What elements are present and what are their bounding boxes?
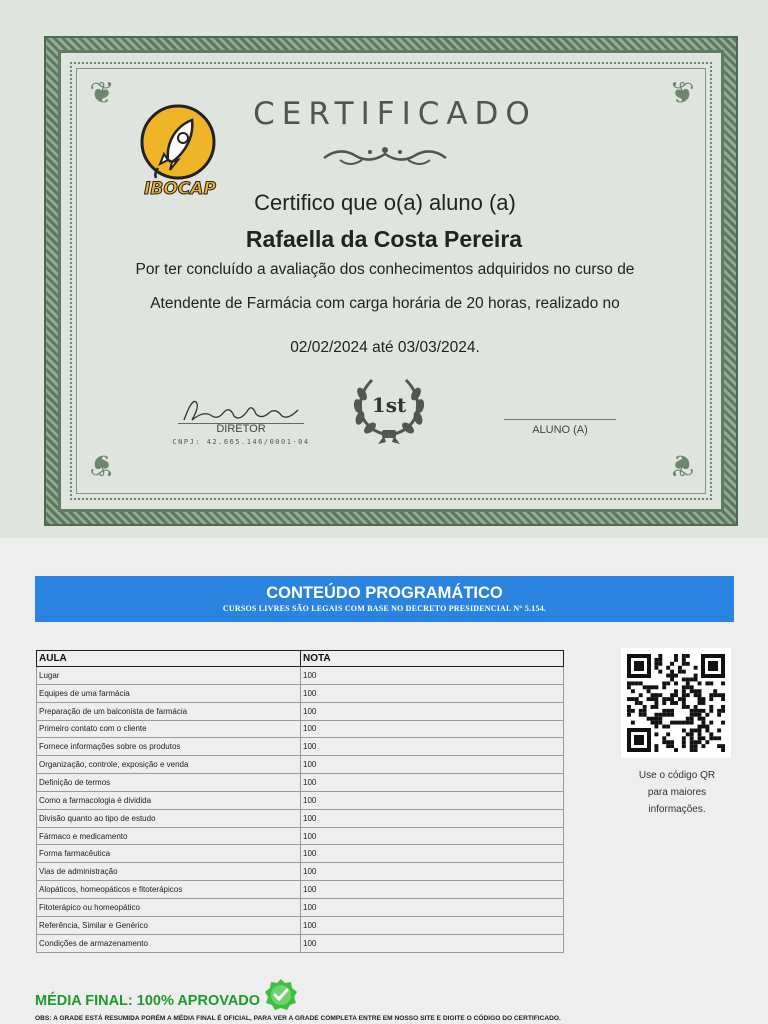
aula-cell: Organização, controle, exposição e venda	[37, 756, 301, 774]
table-row	[37, 827, 564, 845]
aula-cell: Fármaco e medicamento	[37, 827, 301, 845]
table-row	[37, 916, 564, 934]
aula-cell: Primeiro contato com o cliente	[37, 720, 301, 738]
certificate-intro: Certifico que o(a) aluno (a)	[254, 190, 516, 215]
program-title: CONTEÚDO PROGRAMÁTICO	[266, 584, 503, 602]
nota-cell: 100	[301, 791, 564, 809]
nota-cell: 100	[301, 774, 564, 792]
certificate-line-1: Por ter concluído a avaliação dos conhecimentos adquiridos no curso de	[135, 261, 635, 278]
director-label: DIRETOR	[216, 423, 266, 435]
corner-flourish-icon: ❦	[669, 447, 695, 482]
program-page	[0, 546, 768, 1024]
aula-cell: Forma farmacêutica	[37, 845, 301, 863]
certificate-dates: 02/02/2024 até 03/03/2024.	[290, 339, 480, 356]
table-row	[37, 791, 564, 809]
corner-flourish-icon: ❦	[669, 76, 695, 111]
nota-cell: 100	[301, 720, 564, 738]
table-row	[37, 720, 564, 738]
cnpj-text: CNPJ: 42.665.146/0001-04	[172, 438, 310, 446]
nota-cell: 100	[301, 684, 564, 702]
program-subtitle: CURSOS LIVRES SÃO LEGAIS COM BASE NO DECRETO PRESIDENCIAL N° 5.154.	[222, 604, 547, 613]
qr-caption-line: informações.	[648, 804, 706, 815]
table-row	[37, 667, 564, 685]
signature-icon	[178, 392, 304, 426]
nota-cell: 100	[301, 738, 564, 756]
laurel-medal-icon	[348, 372, 430, 444]
table-row	[37, 845, 564, 863]
aula-cell: Condições de armazenamento	[37, 934, 301, 952]
table-row	[37, 863, 564, 881]
nota-cell: 100	[301, 845, 564, 863]
aula-cell: Vias de administração	[37, 863, 301, 881]
nota-cell: 100	[301, 863, 564, 881]
table-header-row	[37, 651, 564, 667]
table-row	[37, 756, 564, 774]
student-name: Rafaella da Costa Pereira	[245, 226, 523, 252]
aula-cell: Definição de termos	[37, 774, 301, 792]
aula-cell: Referência, Similar e Genérico	[37, 916, 301, 934]
nota-cell: 100	[301, 898, 564, 916]
aula-cell: Equipes de uma farmácia	[37, 684, 301, 702]
qr-caption-line: Use o código QR	[638, 770, 716, 781]
corner-flourish-icon: ❦	[89, 76, 115, 111]
column-header-nota: NOTA	[301, 651, 564, 667]
student-label: ALUNO (A)	[532, 424, 588, 436]
aula-cell: Fitoterápico ou homeopático	[37, 898, 301, 916]
corner-flourish-icon: ❦	[89, 447, 115, 482]
nota-cell: 100	[301, 756, 564, 774]
certificate-line-2: Atendente de Farmácia com carga horária de 20 horas, realizado no	[150, 295, 620, 312]
table-row	[37, 934, 564, 952]
nota-cell: 100	[301, 934, 564, 952]
final-grade: MÉDIA FINAL: 100% APROVADO	[35, 993, 261, 1009]
table-row	[37, 738, 564, 756]
qr-caption-line: para maiores	[647, 787, 707, 798]
aula-cell: Fornece informações sobre os produtos	[37, 738, 301, 756]
nota-cell: 100	[301, 667, 564, 685]
aula-cell: Como a farmacologia é dividida	[37, 791, 301, 809]
certificate-title: CERTIFICADO	[253, 96, 537, 132]
program-banner	[35, 576, 734, 622]
logo-text: IBOCAP	[144, 179, 216, 199]
aula-cell: Alopáticos, homeopáticos e fitoterápicos	[37, 881, 301, 899]
table-row	[37, 774, 564, 792]
nota-cell: 100	[301, 881, 564, 899]
qr-code-icon[interactable]	[621, 648, 731, 758]
table-row	[37, 881, 564, 899]
nota-cell: 100	[301, 827, 564, 845]
medal-text: 1st	[371, 393, 407, 417]
table-row	[37, 898, 564, 916]
observation-note: OBS: A GRADE ESTÁ RESUMIDA PORÉM A MÉDIA FINAL É OFICIAL, PARA VER A GRADE COMPLETA ENTRE EM NOSSO SITE E DIGITE O CÓDIGO DO CERTIFICADO.	[35, 1015, 561, 1022]
nota-cell: 100	[301, 809, 564, 827]
ornament-icon	[320, 142, 450, 168]
table-row	[37, 809, 564, 827]
table-row	[37, 684, 564, 702]
check-badge-icon	[264, 978, 298, 1012]
nota-cell: 100	[301, 916, 564, 934]
student-signature-line	[504, 419, 616, 420]
table-row	[37, 702, 564, 720]
aula-cell: Lugar	[37, 667, 301, 685]
qr-caption	[620, 767, 734, 818]
aula-cell: Preparação de um balconista de farmácia	[37, 702, 301, 720]
rocket-logo-icon	[128, 98, 232, 208]
column-header-aula: AULA	[37, 651, 301, 667]
grades-table	[36, 650, 564, 953]
nota-cell: 100	[301, 702, 564, 720]
aula-cell: Divisão quanto ao tipo de estudo	[37, 809, 301, 827]
